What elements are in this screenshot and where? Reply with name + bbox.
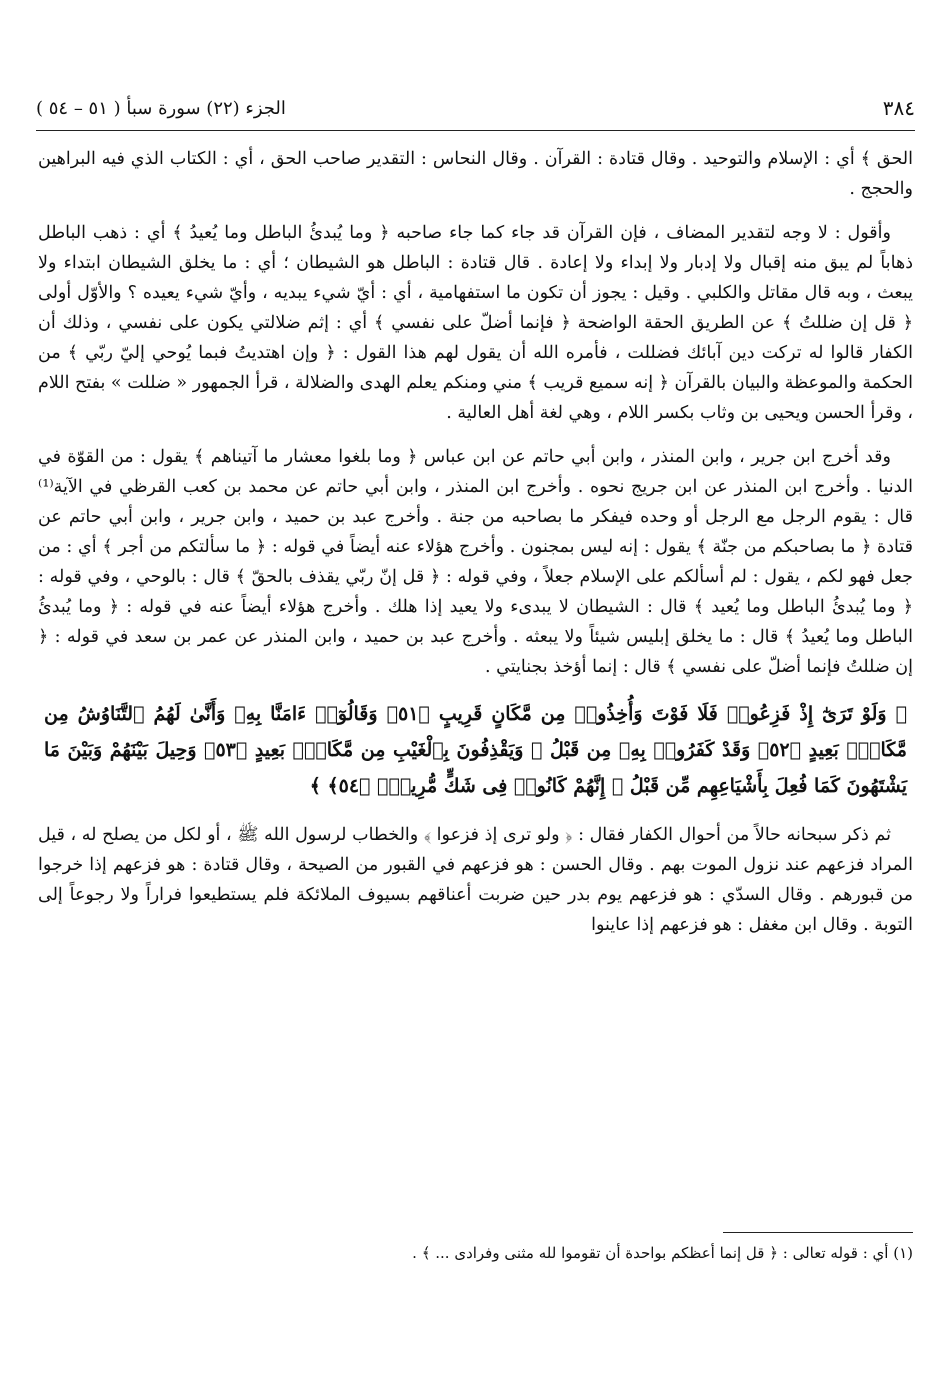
paragraph-4: ثم ذكر سبحانه حالاً من أحوال الكفار فقال : ﴿ ولو ترى إذ فزعوا ﴾ والخطاب لرسول الله ﷺ ، أو لكل من يصلح له ، قيل المراد فزعهم عند نزول الموت بهم . وقال الحسن : هو فزعهم في القبور من الصيحة ، وقال قتادة : هو فزعهم إذا خرجوا من قبورهم . وقال السدّي : هو فزعهم يوم بدر حين ضربت أعناقهم بسيوف الملائكة فلم يستطيعوا فراراً ولا رجوعاً إلى التوبة . وقال ابن مغفل : هو فزعهم إذا عاينوا [38, 825, 913, 935]
main-text [38, 144, 913, 954]
paragraph-3: وقد أخرج ابن جرير ، وابن المنذر ، وابن أبي حاتم عن ابن عباس ﴿ وما بلغوا معشار ما آتيناهم ﴾ يقول : من القوّة في الدنيا . وأخرج ابن المنذر عن ابن جريج نحوه . وأخرج ابن المنذر ، وابن أبي حاتم عن محمد بن كعب القرظي في الآية⁽¹⁾ قال : يقوم الرجل مع الرجل أو وحده فيفكر ما بصاحبه من جنة . وأخرج عبد بن حميد ، وابن جرير ، وابن أبي حاتم عن قتادة ﴿ ما بصاحبكم من جنّة ﴾ يقول : إنه ليس بمجنون . وأخرج هؤلاء عنه أيضاً في قوله : ﴿ ما سألتكم من أجر ﴾ أي : من جعل فهو لكم ، يقول : لم أسألكم على الإسلام جعلاً ، وفي قوله : ﴿ قل إنّ ربّي يقذف بالحقّ ﴾ قال : بالوحي ، وفي قوله : ﴿ وما يُبدئُ الباطل وما يُعيد ﴾ قال : الشيطان لا يبدىء ولا يعيد إذا هلك . وأخرج هؤلاء أيضاً عنه في قوله : ﴿ وما يُبدئُ الباطل وما يُعيدُ ﴾ قال : ما يخلق إبليس شيئاً ولا يبعثه . وأخرج عبد بن حميد ، وابن المنذر عن عمر بن سعد في قوله : ﴿ إن ضللتُ فإنما أضلّ على نفسي ﴾ قال : إنما أؤخذ بجنايتي . [38, 447, 913, 677]
running-title: الجزء (٢٢) سورة سبأ ( ٥١ – ٥٤ ) [36, 97, 286, 119]
paragraph-2: وأقول : لا وجه لتقدير المضاف ، فإن القرآن قد جاء كما جاء صاحبه ﴿ وما يُبدئُ الباطل وما يُعيدُ ﴾ أي : ذهب الباطل ذهاباً لم يبق منه إقبال ولا إدبار ولا إبداء ولا إعادة . قال قتادة : الباطل هو الشيطان ؛ أي : ما يخلق الشيطان ابتداء ولا يبعث ، وبه قال مقاتل والكلبي . وقيل : يجوز أن تكون ما استفهامية ، أي : أيّ شيء يبديه ، وأيّ شيء يعيده ؟ والأوّل أولى ﴿ قل إن ضللتُ ﴾ عن الطريق الحقة الواضحة ﴿ فإنما أضلّ على نفسي ﴾ أي : إثم ضلالتي يكون على نفسي ، وذلك أن الكفار قالوا له تركت دين آبائك فضللت ، فأمره الله أن يقول لهم هذا القول : ﴿ وإن اهتديتُ فبما يُوحي إليّ ربّي ﴾ من الحكمة والموعظة والبيان بالقرآن ﴿ إنه سميع قريب ﴾ مني ومنكم يعلم الهدى والضلالة ، قرأ الجمهور « ضللت » بفتح اللام ، وقرأ الحسن ويحيى بن وثاب بكسر اللام ، وهي لغة أهل العالية . [38, 223, 913, 423]
quran-verse-block: ﴿ وَلَوْ تَرَىٰٓ إِذْ فَزِعُوا۟ فَلَا فَوْتَ وَأُخِذُوا۟ مِن مَّكَانٍ قَرِيبٍ ﴿٥١﴾ وَقَالُوٓا۟ ءَامَنَّا بِهِۦ وَأَنَّىٰ لَهُمُ ٱلتَّنَاوُشُ مِن مَّكَانٍۭ بَعِيدٍ ﴿٥٢﴾ وَقَدْ كَفَرُوا۟ بِهِۦ مِن قَبْلُ ۖ وَيَقْذِفُونَ بِٱلْغَيْبِ مِن مَّكَانٍۭ بَعِيدٍ ﴿٥٣﴾ وَحِيلَ بَيْنَهُمْ وَبَيْنَ مَا يَشْتَهُونَ كَمَا فُعِلَ بِأَشْيَاعِهِم مِّن قَبْلُ ۚ إِنَّهُمْ كَانُوا۟ فِى شَكٍّ مُّرِيبٍۭ ﴿٥٤﴾ ﴾ [44, 703, 907, 797]
footnote: (١) أي : قوله تعالى : ﴿ قل إنما أعظكم بواحدة أن تقوموا لله مثنى وفرادى ... ﴾ . [412, 1244, 913, 1262]
header-divider [36, 130, 915, 131]
page-header [36, 88, 915, 128]
footnote-divider [723, 1232, 913, 1233]
page-number: ٣٨٤ [882, 96, 915, 120]
paragraph-1: الحق ﴾ أي : الإسلام والتوحيد . وقال قتادة : القرآن . وقال النحاس : التقدير صاحب الحق ، أي : الكتاب الذي فيه البراهين والحجج . [38, 149, 913, 199]
